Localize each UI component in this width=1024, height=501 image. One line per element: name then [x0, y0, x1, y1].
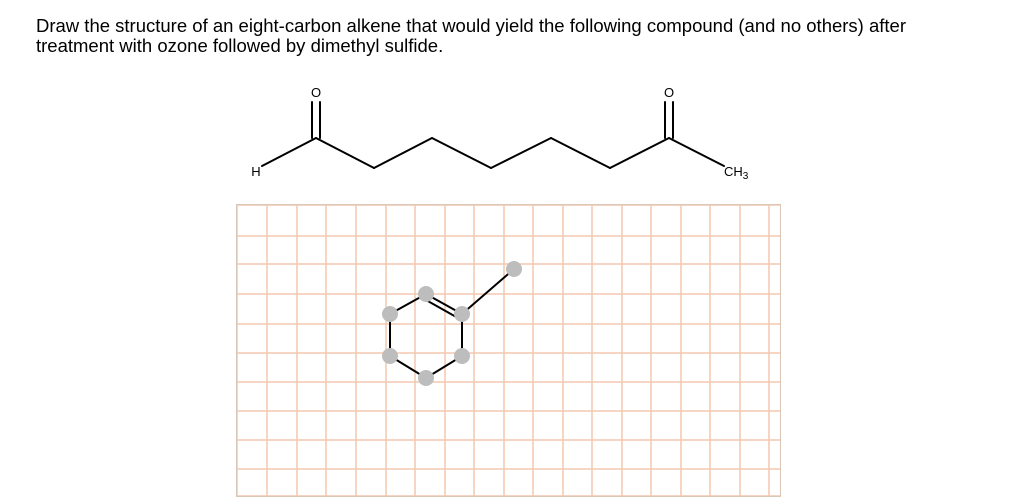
bond-c6-c7 — [610, 138, 669, 168]
atom-node[interactable] — [382, 306, 398, 322]
question-line-2: treatment with ozone followed by dimethyl sulfide. — [36, 35, 444, 56]
atom-node[interactable] — [418, 370, 434, 386]
drawing-canvas[interactable] — [236, 204, 781, 497]
methyl-label-main: CH — [724, 164, 743, 179]
methyl-bond[interactable] — [462, 269, 514, 314]
bond-c2-c3 — [374, 138, 432, 168]
atom-node[interactable] — [506, 261, 522, 277]
product-structure — [0, 0, 1024, 200]
bond-c5-c6 — [551, 138, 610, 168]
oxygen-label-right: O — [663, 85, 675, 100]
atom-node[interactable] — [418, 286, 434, 302]
hydrogen-label: H — [251, 164, 261, 179]
atom-node[interactable] — [382, 348, 398, 364]
canvas-border — [237, 205, 781, 497]
bond-c1-c2 — [316, 138, 374, 168]
oxygen-label-left: O — [310, 85, 322, 100]
methyl-label — [724, 164, 749, 182]
bond-h-c1 — [262, 138, 316, 166]
canvas-grid — [236, 204, 781, 497]
atom-node[interactable] — [454, 348, 470, 364]
bond-c4-c5 — [491, 138, 551, 168]
atom-node[interactable] — [454, 306, 470, 322]
bond-c7-ch3 — [669, 138, 724, 166]
question-line-1: Draw the structure of an eight-carbon alkene that would yield the following compound (and no others) after — [36, 15, 906, 36]
methyl-label-subscript: 3 — [742, 171, 749, 182]
bond-c3-c4 — [432, 138, 491, 168]
